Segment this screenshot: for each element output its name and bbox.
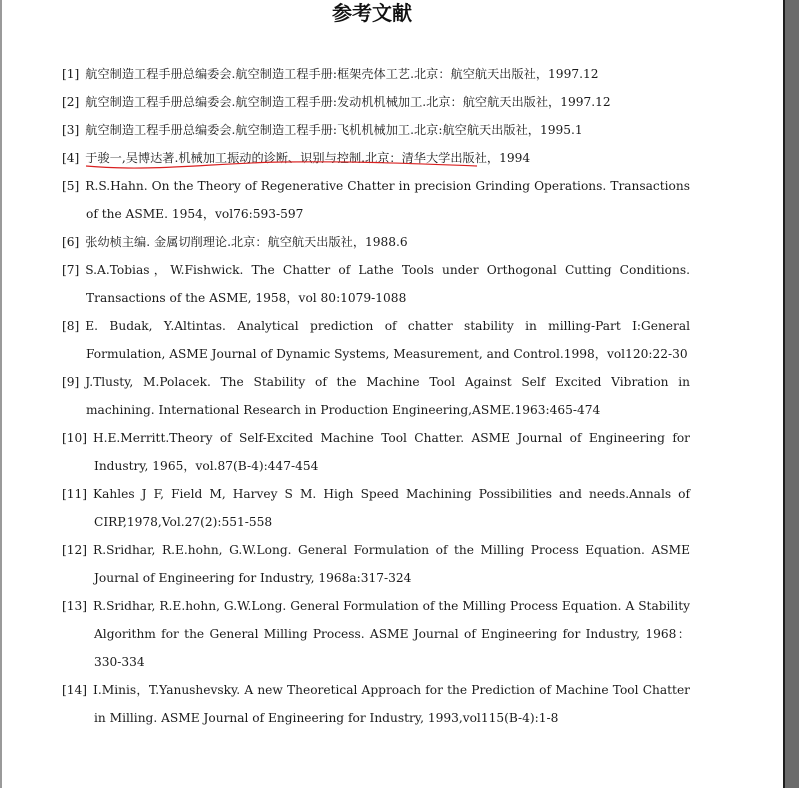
reference-number: [13] [62, 599, 88, 613]
reference-number: [7] [62, 263, 80, 277]
reference-text: E. Budak, Y.Altintas. Analytical prediction of chatter stability in milling-Part I:General Formulation, ASME Journal of Dynamic Systems, Measurement, and Control.1998，vol120:22-30 [85, 319, 690, 361]
reference-number: [5] [62, 179, 80, 193]
reference-item [62, 480, 690, 536]
reference-list [62, 60, 690, 732]
reference-item [62, 172, 690, 228]
reference-item [62, 228, 690, 256]
reference-item [62, 256, 690, 312]
handwritten-underline-annotation [62, 144, 63, 145]
reference-text: H.E.Merritt.Theory of Self-Excited Machine Tool Chatter. ASME Journal of Engineering for Industry, 1965，vol.87(B-4):447-454 [93, 431, 690, 473]
reference-text: 航空制造工程手册总编委会.航空制造工程手册:框架壳体工艺.北京：航空航天出版社，1997.12 [85, 67, 599, 81]
reference-text: J.Tlusty, M.Polacek. The Stability of the Machine Tool Against Self Excited Vibration in machining. International Research in Production Engineering,ASME.1963:465-474 [85, 375, 690, 417]
reference-text: Kahles J F, Field M, Harvey S M. High Speed Machining Possibilities and needs.Annals of CIRP,1978,Vol.27(2):551-558 [93, 487, 690, 529]
reference-item [62, 536, 690, 592]
reference-text: R.Sridhar, R.E.hohn, G.W.Long. General Formulation of the Milling Process Equation. A Stability Algorithm for the General Milling Process. ASME Journal of Engineering for Industry, 1968：330-334 [93, 599, 690, 669]
reference-number: [8] [62, 319, 80, 333]
reference-item [62, 676, 690, 732]
reference-number: [3] [62, 123, 80, 137]
page-title: 参考文献 [332, 1, 412, 25]
reference-item [62, 88, 690, 116]
reference-number: [9] [62, 375, 80, 389]
reference-text: 张幼桢主编. 金属切削理论.北京：航空航天出版社，1988.6 [85, 235, 408, 249]
reference-text: 于骏一,吴博达著.机械加工振动的诊断、识别与控制.北京：清华大学出版社，1994 [85, 151, 531, 165]
reference-text: 航空制造工程手册总编委会.航空制造工程手册:飞机机械加工.北京:航空航天出版社，1995.1 [85, 123, 583, 137]
reference-item [62, 424, 690, 480]
reference-number: [12] [62, 543, 88, 557]
reference-number: [14] [62, 683, 88, 697]
reference-number: [2] [62, 95, 80, 109]
reference-text: I.Minis，T.Yanushevsky. A new Theoretical Approach for the Prediction of Machine Tool Chatter in Milling. ASME Journal of Engineering for Industry, 1993,vol115(B-4):1-8 [93, 683, 690, 725]
reference-item [62, 116, 690, 144]
reference-item [62, 368, 690, 424]
reference-number: [11] [62, 487, 88, 501]
reference-text: 航空制造工程手册总编委会.航空制造工程手册:发动机机械加工.北京：航空航天出版社，1997.12 [85, 95, 611, 109]
reference-text: S.A.Tobias，W.Fishwick. The Chatter of Lathe Tools under Orthogonal Cutting Conditions. Transactions of the ASME, 1958，vol 80:1079-1088 [85, 263, 690, 305]
reference-item [62, 592, 690, 676]
reference-item [62, 60, 690, 88]
window-frame-right [783, 0, 799, 788]
document-page [2, 0, 781, 788]
reference-number: [4] [62, 151, 80, 165]
reference-text: R.S.Hahn. On the Theory of Regenerative Chatter in precision Grinding Operations. Transactions of the ASME. 1954，vol76:593-597 [85, 179, 690, 221]
reference-item [62, 144, 690, 172]
reference-number: [10] [62, 431, 88, 445]
reference-number: [1] [62, 67, 80, 81]
reference-item [62, 312, 690, 368]
reference-text: R.Sridhar, R.E.hohn, G.W.Long. General Formulation of the Milling Process Equation. ASME Journal of Engineering for Industry, 1968a:317-324 [93, 543, 690, 585]
reference-number: [6] [62, 235, 80, 249]
